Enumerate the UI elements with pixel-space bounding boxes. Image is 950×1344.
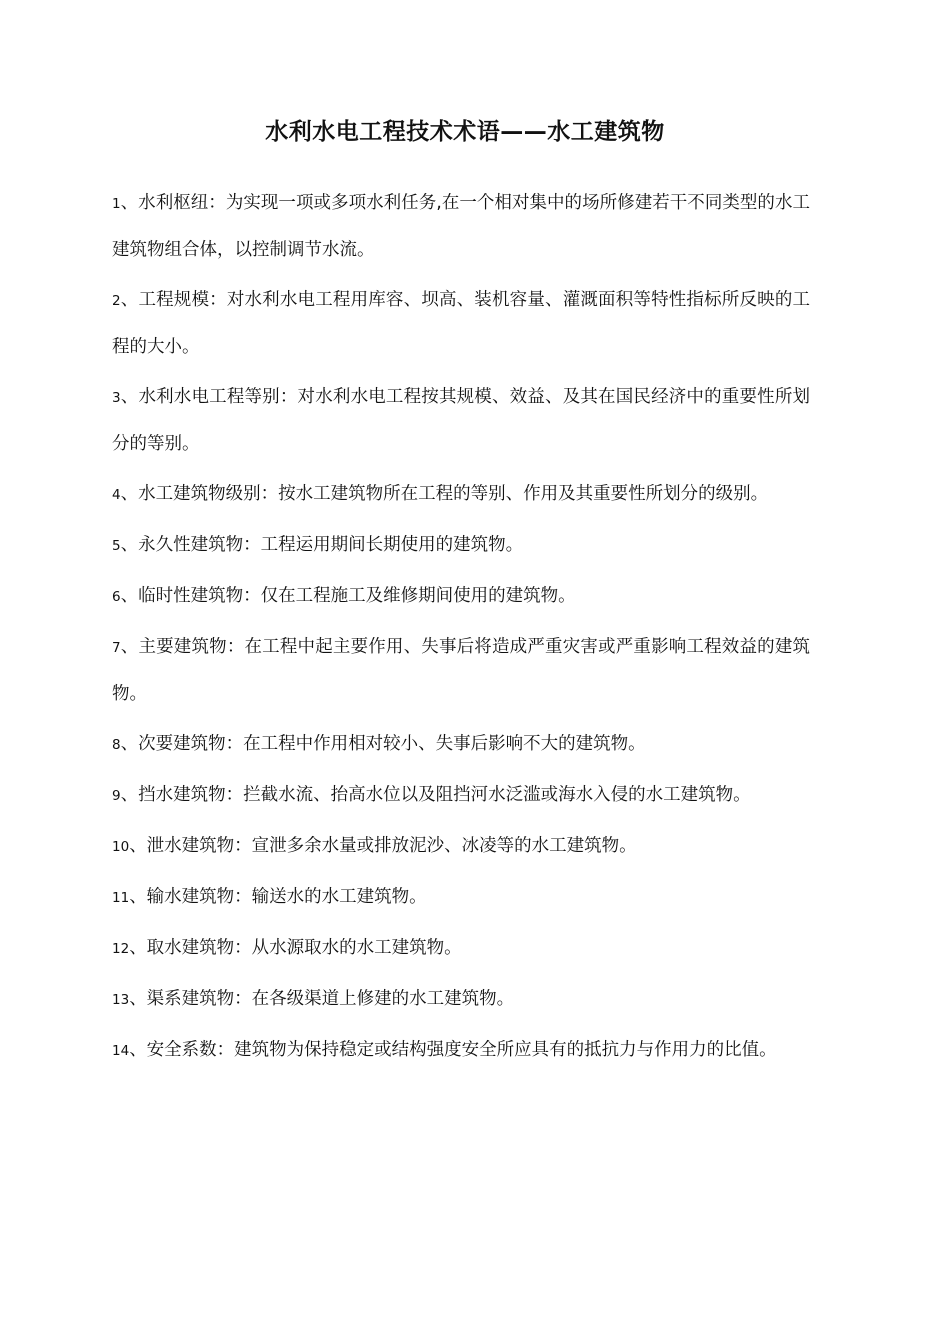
term-item	[112, 374, 810, 467]
term-number: 13	[112, 992, 130, 1008]
term-text: 、临时性建筑物：仅在工程施工及维修期间使用的建筑物。	[120, 586, 576, 606]
term-text: 、次要建筑物：在工程中作用相对较小、失事后影响不大的建筑物。	[120, 734, 646, 754]
term-item	[112, 925, 810, 972]
term-text: 、水利水电工程等别：对水利水电工程按其规模、效益、及其在国民经济中的重要性所划分的等别。	[112, 387, 810, 454]
term-text: 、安全系数：建筑物为保持稳定或结构强度安全所应具有的抵抗力与作用力的比值。	[129, 1040, 777, 1060]
term-number: 9	[112, 788, 121, 804]
term-text: 、永久性建筑物：工程运用期间长期使用的建筑物。	[120, 535, 524, 555]
term-number: 12	[112, 941, 130, 957]
term-item	[112, 180, 810, 273]
term-number: 1	[112, 196, 121, 212]
term-item	[112, 874, 810, 921]
term-item	[112, 471, 810, 518]
term-list	[112, 180, 810, 1074]
term-number: 8	[112, 737, 121, 753]
term-item	[112, 721, 810, 768]
term-number: 2	[112, 293, 121, 309]
term-text: 、泄水建筑物：宣泄多余水量或排放泥沙、冰凌等的水工建筑物。	[129, 836, 637, 856]
term-number: 7	[112, 640, 121, 656]
term-text: 、主要建筑物：在工程中起主要作用、失事后将造成严重灾害或严重影响工程效益的建筑物。	[112, 637, 810, 704]
term-number: 5	[112, 538, 121, 554]
term-item	[112, 573, 810, 620]
term-text: 、挡水建筑物：拦截水流、抬高水位以及阻挡河水泛滥或海水入侵的水工建筑物。	[120, 785, 751, 805]
term-item	[112, 976, 810, 1023]
term-text: 、工程规模：对水利水电工程用库容、坝高、装机容量、灌溉面积等特性指标所反映的工程的大小。	[112, 290, 810, 357]
term-text: 、水利枢纽：为实现一项或多项水利任务,在一个相对集中的场所修建若干不同类型的水工建筑物组合体，以控制调节水流。	[112, 193, 810, 260]
term-item	[112, 772, 810, 819]
term-number: 11	[112, 890, 130, 906]
term-item	[112, 624, 810, 717]
term-item	[112, 823, 810, 870]
term-text: 、渠系建筑物：在各级渠道上修建的水工建筑物。	[129, 989, 515, 1009]
term-item	[112, 1027, 810, 1074]
term-item	[112, 522, 810, 569]
term-number: 14	[112, 1043, 130, 1059]
term-text: 、水工建筑物级别：按水工建筑物所在工程的等别、作用及其重要性所划分的级别。	[120, 484, 769, 504]
term-text: 、取水建筑物：从水源取水的水工建筑物。	[129, 938, 462, 958]
document-title: 水利水电工程技术术语——水工建筑物	[265, 119, 665, 145]
term-item	[112, 277, 810, 370]
term-text: 、输水建筑物：输送水的水工建筑物。	[129, 887, 427, 907]
term-number: 3	[112, 390, 121, 406]
term-number: 10	[112, 839, 130, 855]
term-number: 6	[112, 589, 121, 605]
term-number: 4	[112, 487, 121, 503]
